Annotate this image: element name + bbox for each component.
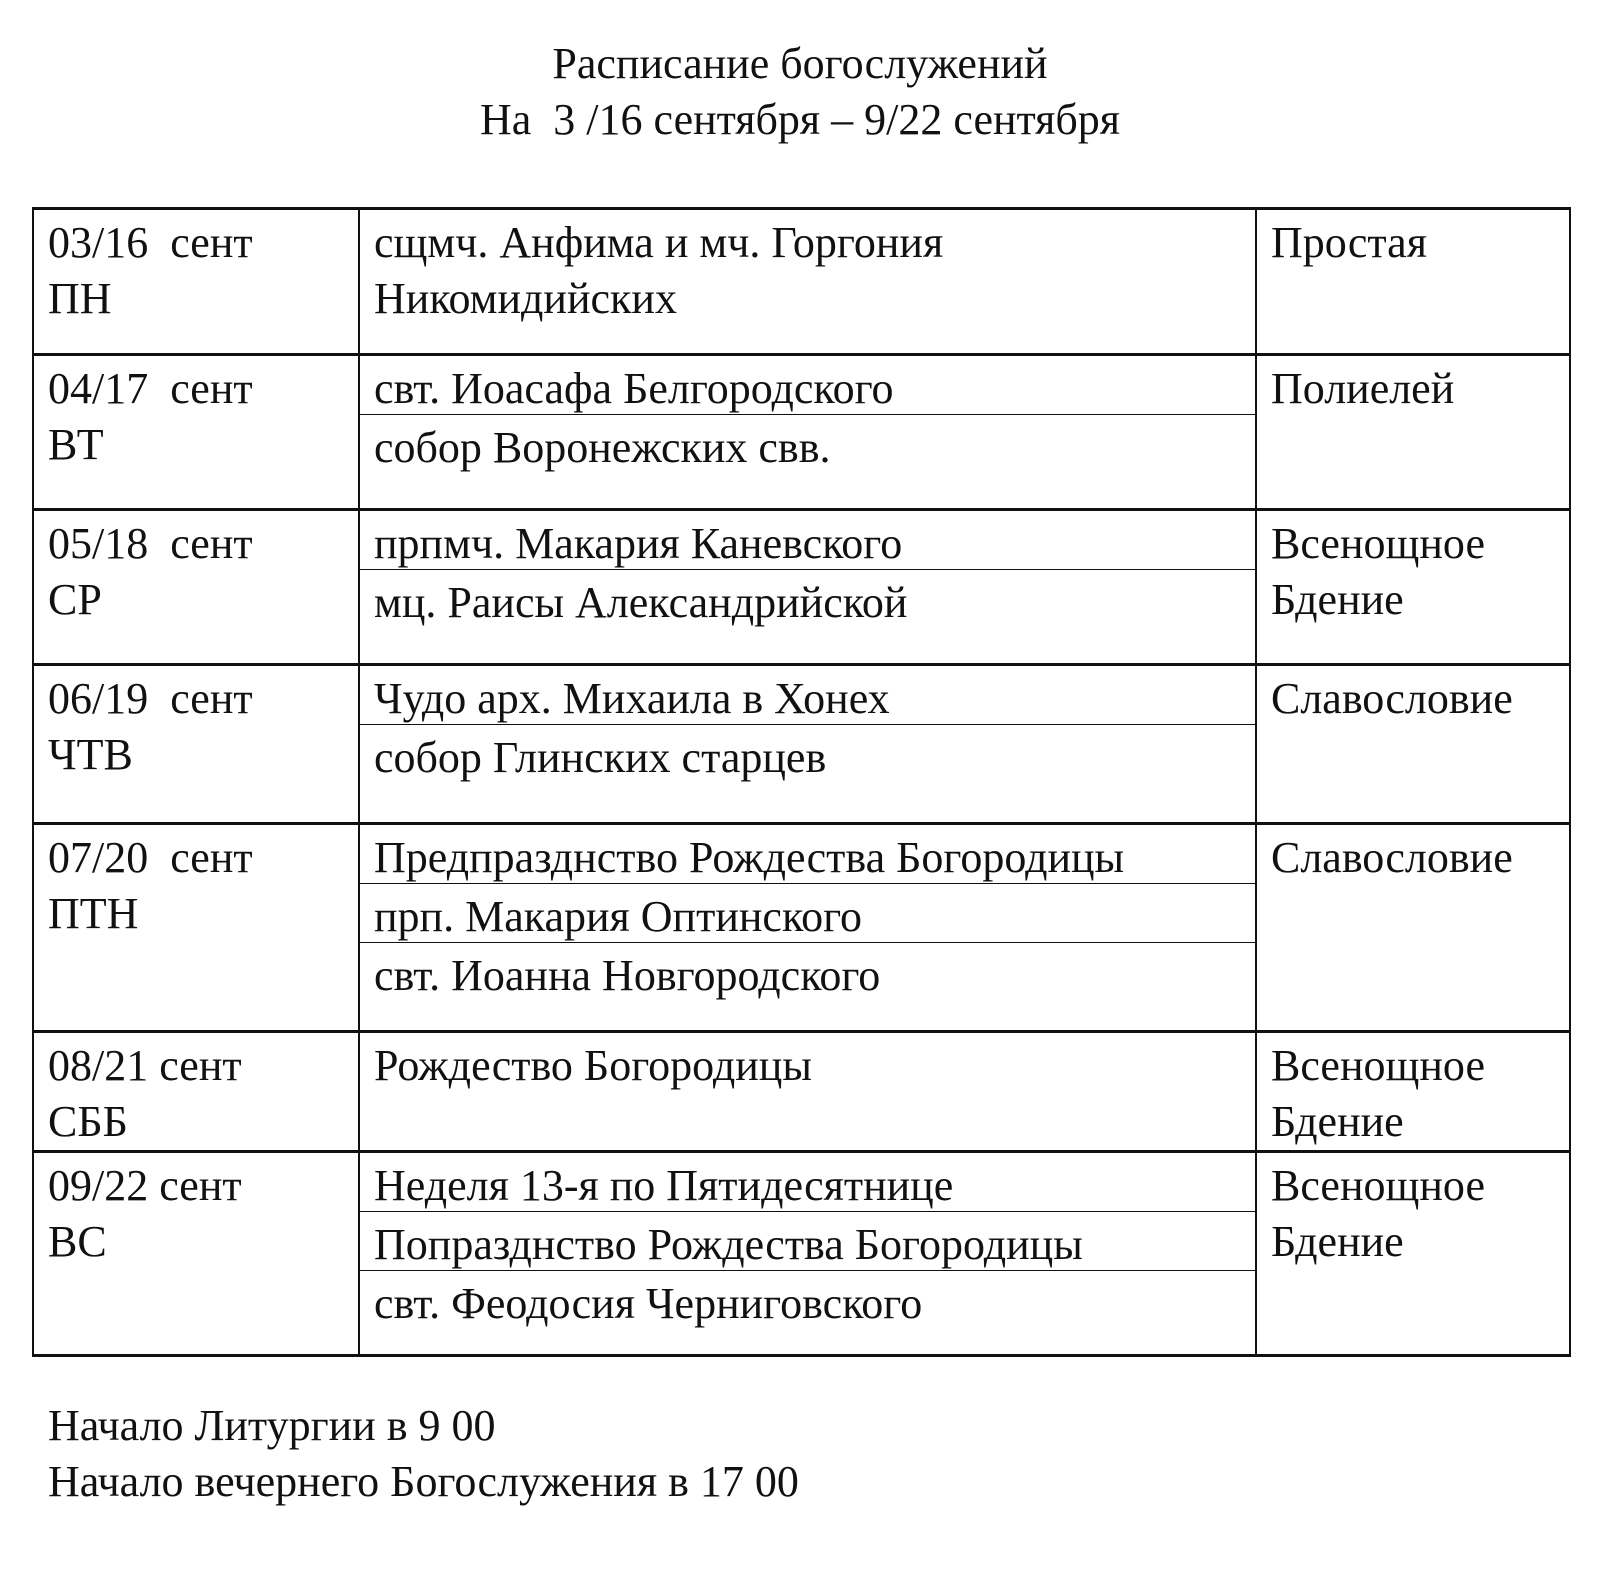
event-item: Неделя 13-я по Пятидесятнице [360,1153,1255,1212]
weekday-text: ВТ [48,420,104,469]
service-type-cell [1256,1032,1570,1152]
schedule-row [33,1032,1570,1152]
date-text: 05/18 сент [48,519,253,568]
date-cell [33,665,359,824]
date-cell [33,355,359,510]
footer-notes [48,1398,799,1510]
service-type-text: Бдение [1271,1097,1404,1146]
title-line-1: Расписание богослужений [552,39,1048,88]
schedule-row [33,510,1570,665]
page-title [0,36,1600,148]
event-item: свт. Иоанна Новгородского [374,951,881,1000]
date-cell [33,510,359,665]
event-cell [359,355,1256,510]
event-item: собор Глинских старцев [374,733,827,782]
service-type-text: Бдение [1271,575,1404,624]
schedule-row [33,824,1570,1032]
date-cell [33,209,359,355]
liturgy-start-text: Начало Литургии в 9 00 [48,1401,496,1450]
event-item: свт. Феодосия Черниговского [374,1279,923,1328]
service-type-cell [1256,1152,1570,1356]
service-type-text: Славословие [1271,674,1513,723]
date-text: 06/19 сент [48,674,253,723]
service-type-text: Всенощное [1271,519,1485,568]
service-type-text: Простая [1271,218,1427,267]
event-item: собор Воронежских свв. [374,423,831,472]
service-type-cell [1256,510,1570,665]
event-item: Попразднство Рождества Богородицы [360,1212,1255,1271]
service-type-text: Славословие [1271,833,1513,882]
schedule-row [33,355,1570,510]
date-text: 04/17 сент [48,364,253,413]
weekday-text: ПН [48,274,112,323]
service-type-text: Всенощное [1271,1161,1485,1210]
date-cell [33,1152,359,1356]
event-cell [359,1152,1256,1356]
event-item: мц. Раисы Александрийской [374,578,908,627]
event-item: прпмч. Макария Каневского [360,511,1255,570]
event-cell [359,510,1256,665]
schedule-row [33,665,1570,824]
weekday-text: ВС [48,1217,107,1266]
date-text: 09/22 сент [48,1161,242,1210]
schedule-table [32,207,1571,1357]
event-item: прп. Макария Оптинского [360,884,1255,943]
schedule-row [33,209,1570,355]
evening-service-start-text: Начало вечернего Богослужения в 17 00 [48,1457,799,1506]
service-type-cell [1256,824,1570,1032]
date-text: 03/16 сент [48,218,253,267]
date-cell [33,1032,359,1152]
event-cell [359,209,1256,355]
service-type-text: Бдение [1271,1217,1404,1266]
schedule-row [33,1152,1570,1356]
event-item: Рождество Богородицы [374,1041,812,1090]
title-line-2: На 3 /16 сентября – 9/22 сентября [479,95,1121,144]
date-cell [33,824,359,1032]
date-text: 08/21 сент [48,1041,242,1090]
event-cell [359,1032,1256,1152]
service-type-cell [1256,209,1570,355]
event-cell [359,665,1256,824]
event-item: свт. Иоасафа Белгородского [360,356,1255,415]
event-item: сщмч. Анфима и мч. Горгония Никомидийских [374,218,944,323]
weekday-text: СР [48,575,102,624]
date-text: 07/20 сент [48,833,253,882]
event-cell [359,824,1256,1032]
weekday-text: СББ [48,1097,128,1146]
service-type-text: Полиелей [1271,364,1455,413]
service-type-text: Всенощное [1271,1041,1485,1090]
weekday-text: ПТН [48,889,139,938]
weekday-text: ЧТВ [48,730,133,779]
service-type-cell [1256,355,1570,510]
event-item: Чудо арх. Михаила в Хонех [360,666,1255,725]
event-item: Предпразднство Рождества Богородицы [360,825,1255,884]
service-type-cell [1256,665,1570,824]
